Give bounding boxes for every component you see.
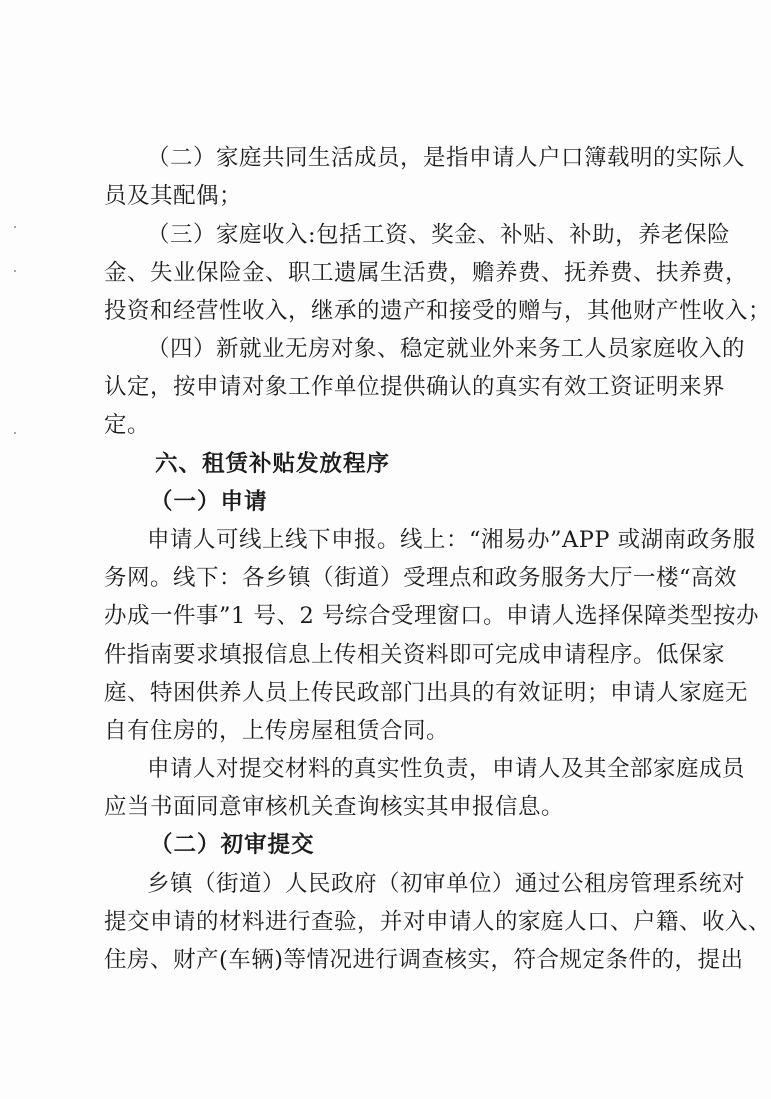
paragraph-line: 申请人对提交材料的真实性负责，申请人及其全部家庭成员 bbox=[147, 756, 746, 782]
scan-speck bbox=[14, 270, 16, 272]
paragraph-line: （三）家庭收入:包括工资、奖金、补贴、补助，养老保险 bbox=[147, 222, 731, 248]
scan-speck bbox=[14, 432, 16, 434]
scan-speck bbox=[14, 226, 16, 228]
paragraph-line: （四）新就业无房对象、稳定就业外来务工人员家庭收入的 bbox=[147, 336, 746, 362]
paragraph-line: 申请人可线上线下申报。线上：“湘易办”APP 或湖南政务服 bbox=[147, 527, 756, 553]
paragraph-line: 乡镇（街道）人民政府（初审单位）通过公租房管理系统对 bbox=[147, 871, 746, 897]
paragraph-line: 自有住房的，上传房屋租赁合同。 bbox=[104, 718, 450, 744]
paragraph-line: （二）家庭共同生活成员，是指申请人户口簿载明的实际人 bbox=[147, 145, 746, 171]
subsection-heading: （二）初审提交 bbox=[150, 832, 315, 858]
paragraph-line: 投资和经营性收入，继承的遗产和接受的赠与，其他财产性收入； bbox=[104, 298, 771, 324]
paragraph-line: 应当书面同意审核机关查询核实其申报信息。 bbox=[104, 794, 565, 820]
paragraph-line: 办成一件事”1 号、2 号综合受理窗口。申请人选择保障类型按办 bbox=[104, 603, 759, 629]
paragraph-line: 住房、财产(车辆)等情况进行调查核实，符合规定条件的，提出 bbox=[104, 947, 744, 973]
subsection-heading: （一）申请 bbox=[150, 489, 268, 515]
paragraph-line: 务网。线下：各乡镇（街道）受理点和政务服务大厅一楼“高效 bbox=[104, 565, 738, 591]
paragraph-line: 提交申请的材料进行查验，并对申请人的家庭人口、户籍、收入、 bbox=[104, 909, 771, 935]
paragraph-line: 定。 bbox=[104, 412, 151, 438]
paragraph-line: 庭、特困供养人员上传民政部门出具的有效证明；申请人家庭无 bbox=[104, 680, 749, 706]
paragraph-line: 件指南要求填报信息上传相关资料即可完成申请程序。低保家 bbox=[104, 642, 726, 668]
paragraph-line: 金、失业保险金、职工遗属生活费，赡养费、抚养费、扶养费， bbox=[104, 260, 749, 286]
paragraph-line: 认定，按申请对象工作单位提供确认的真实有效工资证明来界 bbox=[104, 374, 726, 400]
paragraph-line: 员及其配偶； bbox=[104, 183, 243, 209]
section-heading: 六、租赁补贴发放程序 bbox=[155, 451, 391, 477]
